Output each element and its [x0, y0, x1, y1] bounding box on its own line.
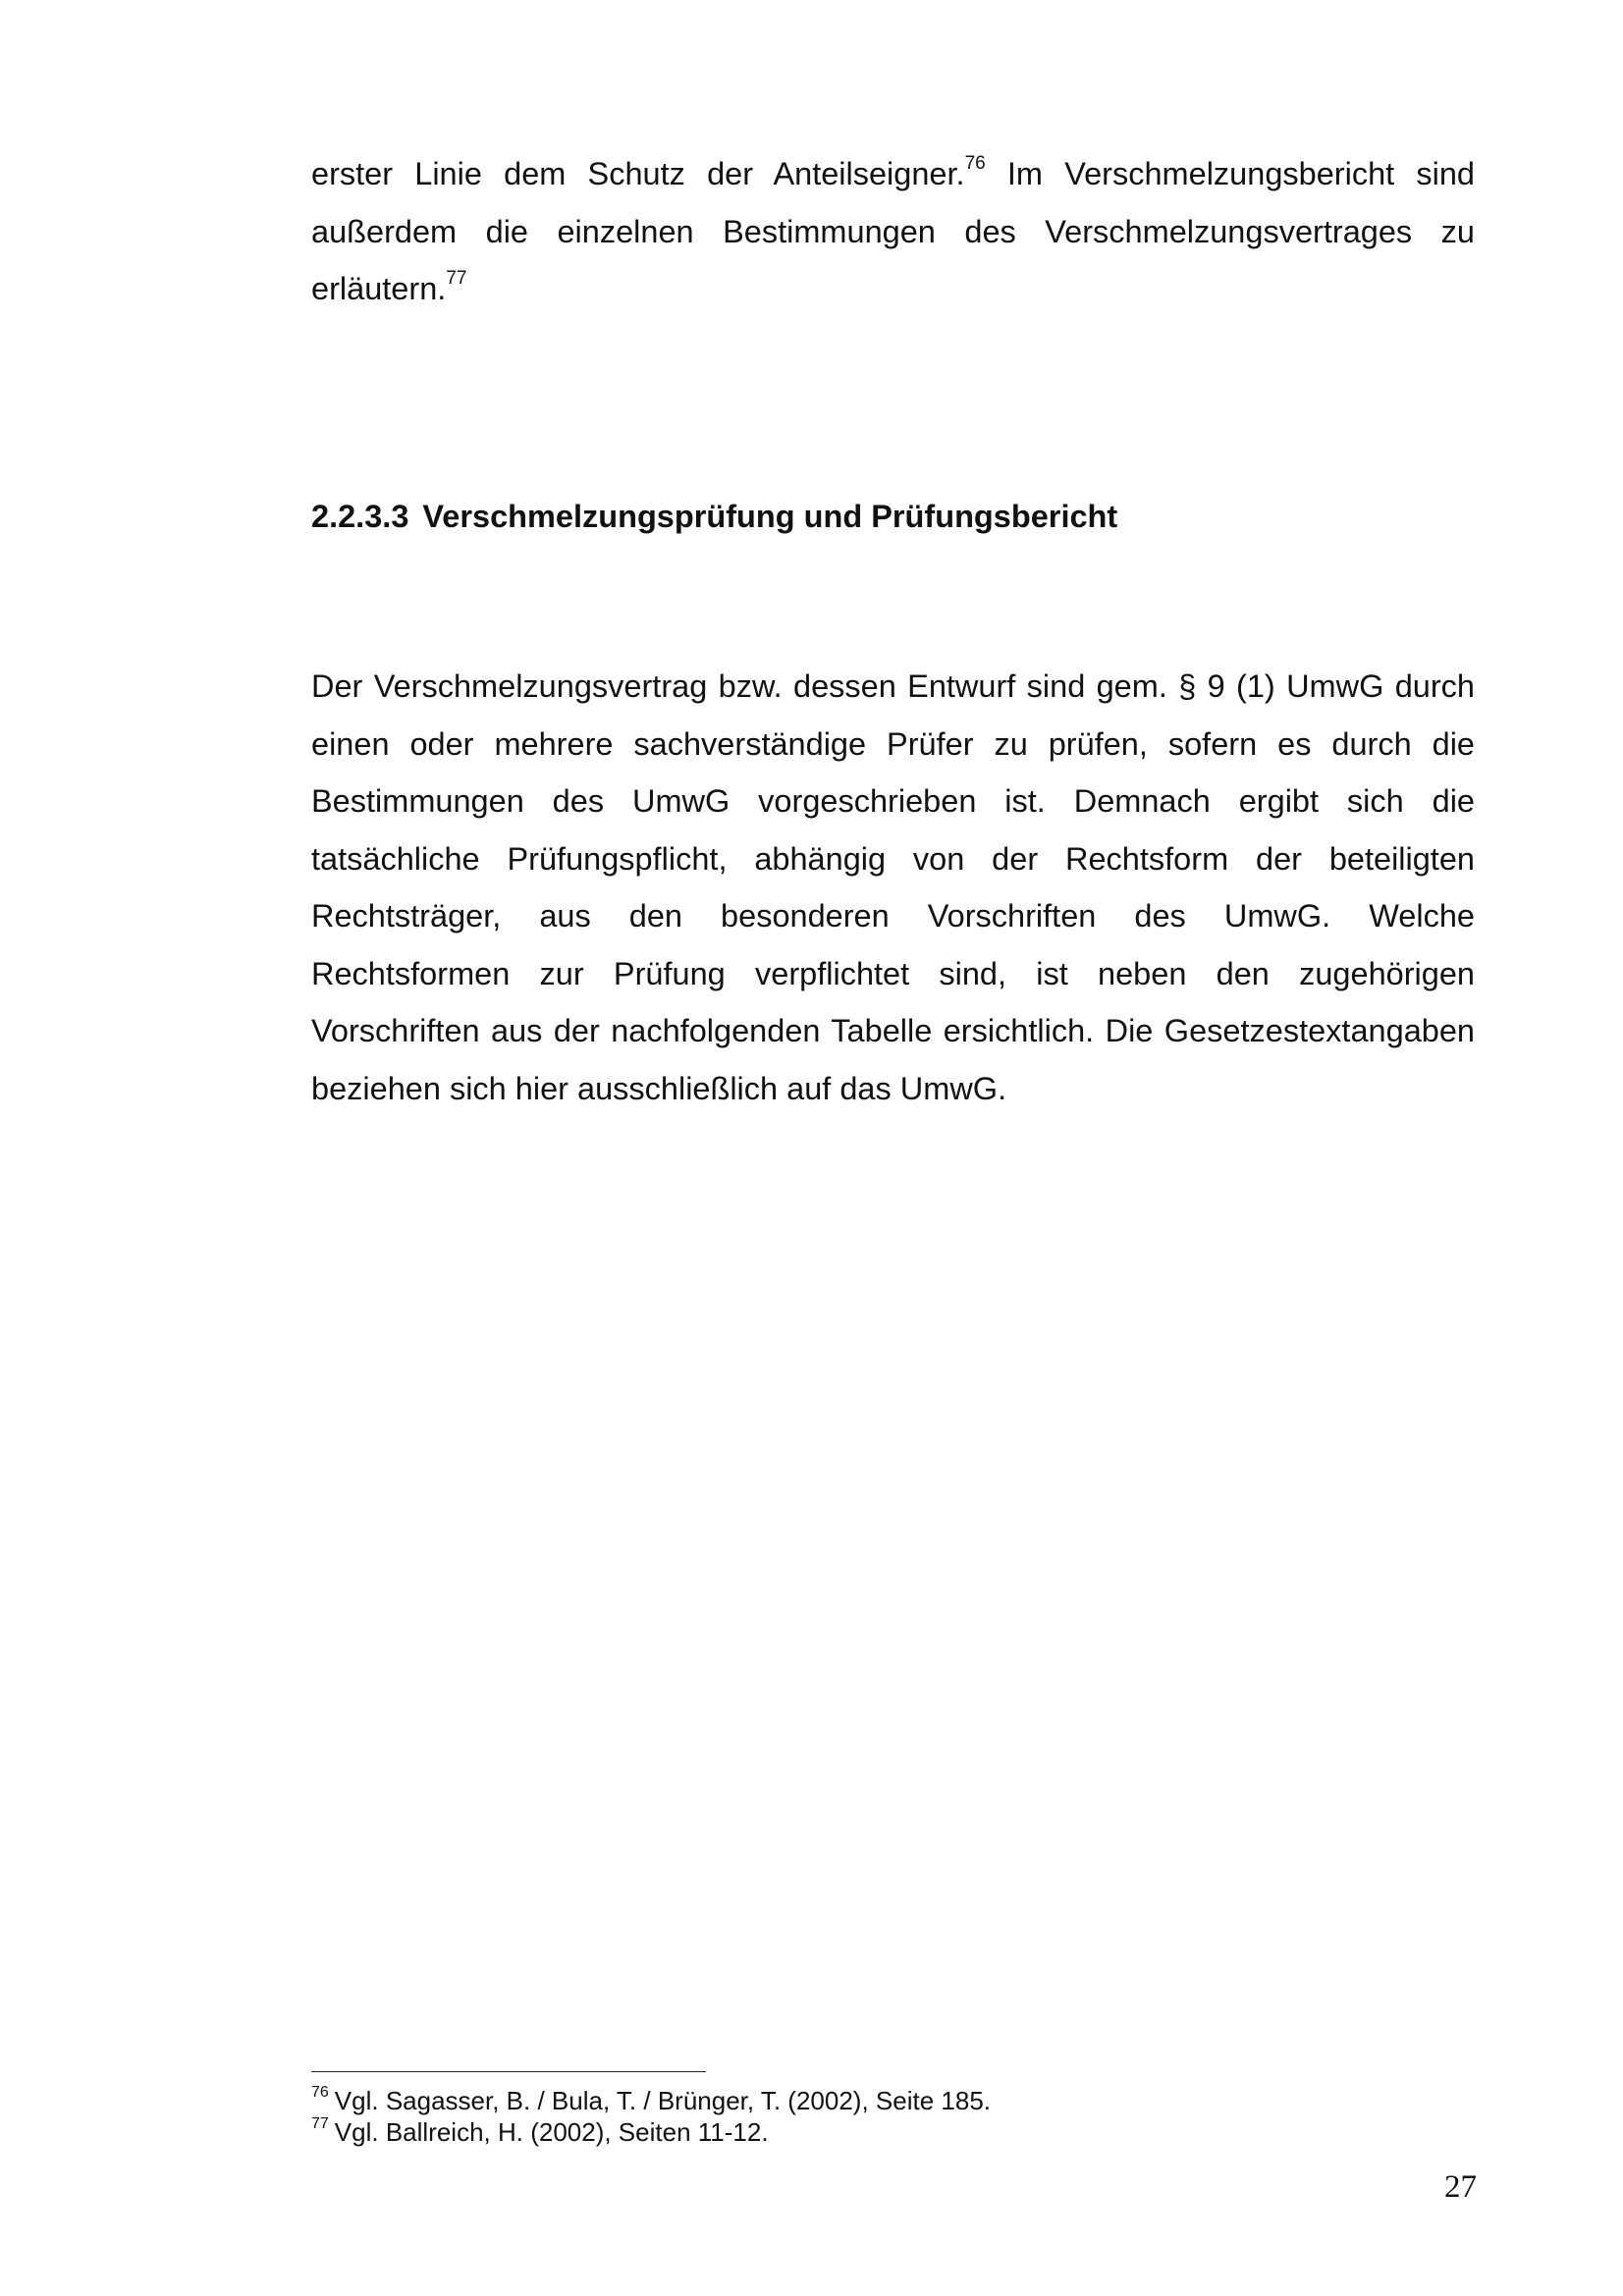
footnote-text: Vgl. Ballreich, H. (2002), Seiten 11-12. — [334, 2117, 769, 2147]
page-number: 27 — [1444, 2169, 1477, 2205]
footnote-number: 77 — [311, 2115, 329, 2133]
footnote-text: Vgl. Sagasser, B. / Bula, T. / Brünger, T. (2002), Seite 185. — [334, 2086, 992, 2115]
footnotes — [311, 2085, 1475, 2148]
footnote-separator — [311, 2071, 706, 2072]
section-number: 2.2.3.3 — [311, 499, 409, 534]
footnote-reference-77[interactable]: 77 — [446, 268, 467, 290]
footnote-77 — [311, 2116, 1475, 2148]
footnote-reference-76[interactable]: 76 — [964, 153, 986, 175]
intro-text-part-2: Im Verschmelzungsbericht sind außerdem die einzelnen Bestimmungen des Verschmelzungsvertrages zu erläutern. — [311, 156, 1476, 306]
body-paragraph: Der Verschmelzungsvertrag bzw. dessen Entwurf sind gem. § 9 (1) UmwG durch einen oder mehrere sachverständige Prüfer zu prüfen, sofern es durch die Bestimmungen des UmwG vorgeschrieben ist. Demnach ergibt sich die tatsächliche Prüfungspflicht, abhängig von der Rechtsform der beteiligten Rechtsträger, aus den besonderen Vorschriften des UmwG. Welche Rechtsformen zur Prüfung verpflichtet sind, ist neben den zugehörigen Vorschriften aus der nachfolgenden Tabelle ersichtlich. Die Gesetzestextangaben beziehen sich hier ausschließlich auf das UmwG. — [311, 668, 1475, 1106]
intro-text-part-1: erster Linie dem Schutz der Anteilseigner. — [311, 156, 965, 191]
footnote-number: 76 — [311, 2084, 329, 2102]
section-title: Verschmelzungsprüfung und Prüfungsbericht — [422, 499, 1118, 534]
section-heading — [311, 489, 1475, 544]
footnote-76 — [311, 2085, 1475, 2116]
intro-paragraph — [311, 145, 1475, 318]
